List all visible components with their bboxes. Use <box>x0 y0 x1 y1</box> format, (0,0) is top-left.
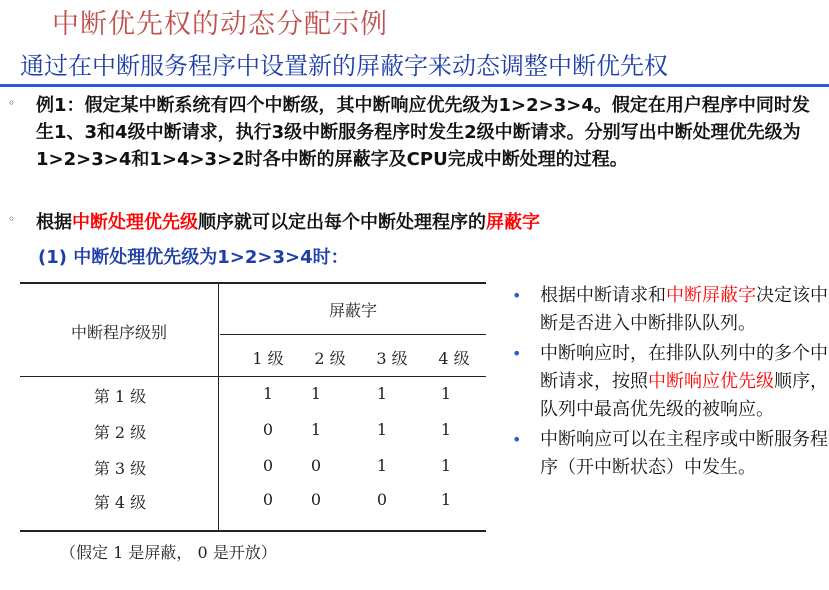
table-cell: 1 <box>440 420 452 439</box>
list-item <box>512 340 828 424</box>
mask-rule-paragraph <box>36 209 814 236</box>
text: 中断响应时，在排队队列中的多个中断请求，按照 <box>540 343 828 392</box>
bullet-marker: ◦ <box>8 212 16 226</box>
mask-word-table <box>20 282 486 532</box>
row-label: 第 2 级 <box>93 423 147 442</box>
table-cell: 1 <box>440 456 452 475</box>
bullet-dot: • <box>512 344 522 363</box>
list-item <box>512 426 828 482</box>
table-cell: 1 <box>440 384 452 403</box>
highlight-text: 中断响应优先级 <box>648 371 774 392</box>
bullet-dot: • <box>512 430 522 449</box>
table-cell: 0 <box>376 490 388 509</box>
bullet-dot: • <box>512 286 522 305</box>
table-caption: （假定 1 是屏蔽， 0 是开放） <box>60 543 277 562</box>
text: 中断响应可以在主程序或中断服务程序（开中断状态）中发生。 <box>540 429 828 478</box>
highlight-text: 中断处理优先级 <box>72 212 198 233</box>
text: 顺序就可以定出每个中断处理程序的 <box>198 212 486 233</box>
table-border-bottom <box>20 530 486 532</box>
table-cell: 1 <box>310 384 322 403</box>
row-header: 中断程序级别 <box>70 323 167 342</box>
subtitle-underline <box>0 84 829 87</box>
table-border-top <box>20 282 486 284</box>
table-divider <box>218 282 219 532</box>
table-cell: 0 <box>310 490 322 509</box>
table-rule <box>220 334 486 335</box>
bullet-marker: ◦ <box>8 96 16 110</box>
table-cell: 1 <box>376 420 388 439</box>
column-header: 3 级 <box>376 349 408 368</box>
slide-subtitle: 通过在中断服务程序中设置新的屏蔽字来动态调整中断优先权 <box>20 52 668 80</box>
column-header: 2 级 <box>314 349 346 368</box>
table-cell: 0 <box>262 490 274 509</box>
column-header: 1 级 <box>252 349 284 368</box>
table-cell: 0 <box>262 420 274 439</box>
table-rule <box>20 376 486 377</box>
table-cell: 1 <box>310 420 322 439</box>
highlight-text: 屏蔽字 <box>486 212 540 233</box>
case-heading: (1) 中断处理优先级为1>2>3>4时： <box>38 247 349 268</box>
example-paragraph: 例1：假定某中断系统有四个中断级，其中断响应优先级为1>2>3>4。假定在用户程序中同时发生1、3和4级中断请求，执行3级中断服务程序时发生2级中断请求。分别写出中断处理优先级为1>2>3>4和1>4>3>2时各中断的屏蔽字及CPU完成中断处理的过程。 <box>36 95 810 170</box>
text: 根据中断请求和 <box>540 285 666 306</box>
notes-list <box>512 282 828 484</box>
column-header: 4 级 <box>438 349 470 368</box>
text: 决定该中断是否进入中断排队队列。 <box>540 285 828 334</box>
list-item <box>512 282 828 338</box>
text: 顺序，队列中最高优先级的被响应。 <box>540 371 828 420</box>
table-cell: 1 <box>440 490 452 509</box>
highlight-text: 中断屏蔽字 <box>666 285 756 306</box>
group-header: 屏蔽字 <box>328 301 377 320</box>
table-cell: 0 <box>262 456 274 475</box>
row-label: 第 4 级 <box>93 493 147 512</box>
slide-title: 中断优先权的动态分配示例 <box>52 9 388 40</box>
table-cell: 1 <box>376 384 388 403</box>
table-cell: 1 <box>376 456 388 475</box>
table-cell: 1 <box>262 384 274 403</box>
row-label: 第 1 级 <box>93 387 147 406</box>
text: 根据 <box>36 212 72 233</box>
row-label: 第 3 级 <box>93 459 147 478</box>
table-cell: 0 <box>310 456 322 475</box>
